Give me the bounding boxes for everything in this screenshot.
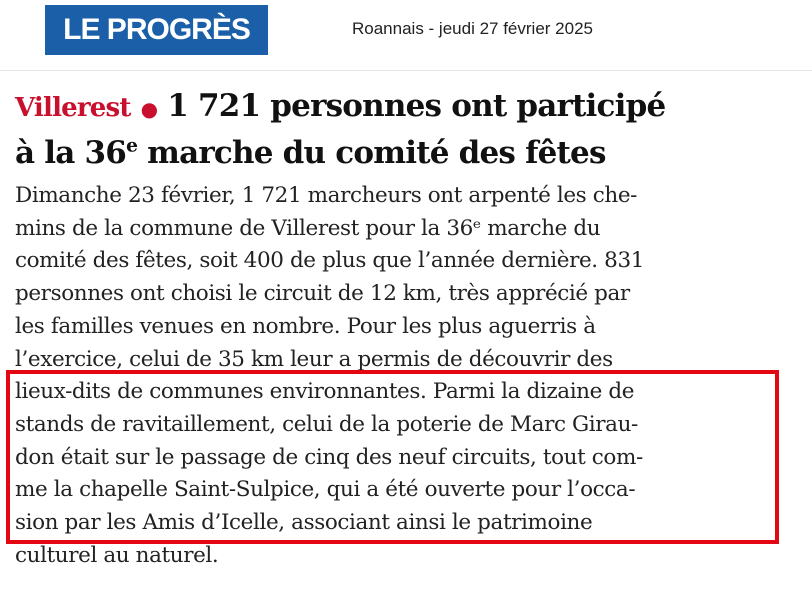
body-line: l’exercice, celui de 35 km leur a permis de découvrir des [15, 346, 613, 372]
article-body [15, 180, 805, 572]
masthead-divider [0, 70, 812, 71]
edition-date: Roannais - jeudi 27 février 2025 [352, 19, 593, 38]
headline-part2b: marche du comité des fêtes [137, 135, 606, 171]
kicker-bullet-icon: ● [140, 97, 158, 121]
headline-part2a: à la 36 [15, 135, 127, 171]
article-kicker: Villerest [15, 93, 131, 123]
body-line: personnes ont choisi le circuit de 12 km, très apprécié par [15, 281, 630, 307]
body-line: comité des fêtes, soit 400 de plus que l’année dernière. 831 [15, 248, 645, 274]
headline-part1: 1 721 personnes ont participé [167, 88, 666, 124]
body-line: me la chapelle Saint-Sulpice, qui a été ouverte pour l’occa- [15, 477, 636, 503]
body-line: culturel au naturel. [15, 542, 219, 568]
body-line: sion par les Amis d’Icelle, associant ainsi le patrimoine [15, 510, 593, 536]
body-line: stands de ravitaillement, celui de la poterie de Marc Girau- [15, 411, 638, 437]
body-line: Dimanche 23 février, 1 721 marcheurs ont arpenté les che- [15, 183, 638, 208]
body-line: mins de la commune de Villerest pour la 36ᵉ marche du [15, 215, 601, 241]
body-line: don était sur le passage de cinq des neuf circuits, tout com- [15, 444, 643, 470]
article-headline [15, 84, 805, 175]
body-line: lieux-dits de communes environnantes. Parmi la dizaine de [15, 379, 635, 405]
le-progres-logo [45, 5, 268, 55]
masthead [0, 0, 812, 70]
body-line: les familles venues en nombre. Pour les plus aguerris à [15, 313, 596, 339]
headline-sup: e [126, 135, 138, 157]
logo-text: LE PROGRÈS [63, 13, 250, 46]
